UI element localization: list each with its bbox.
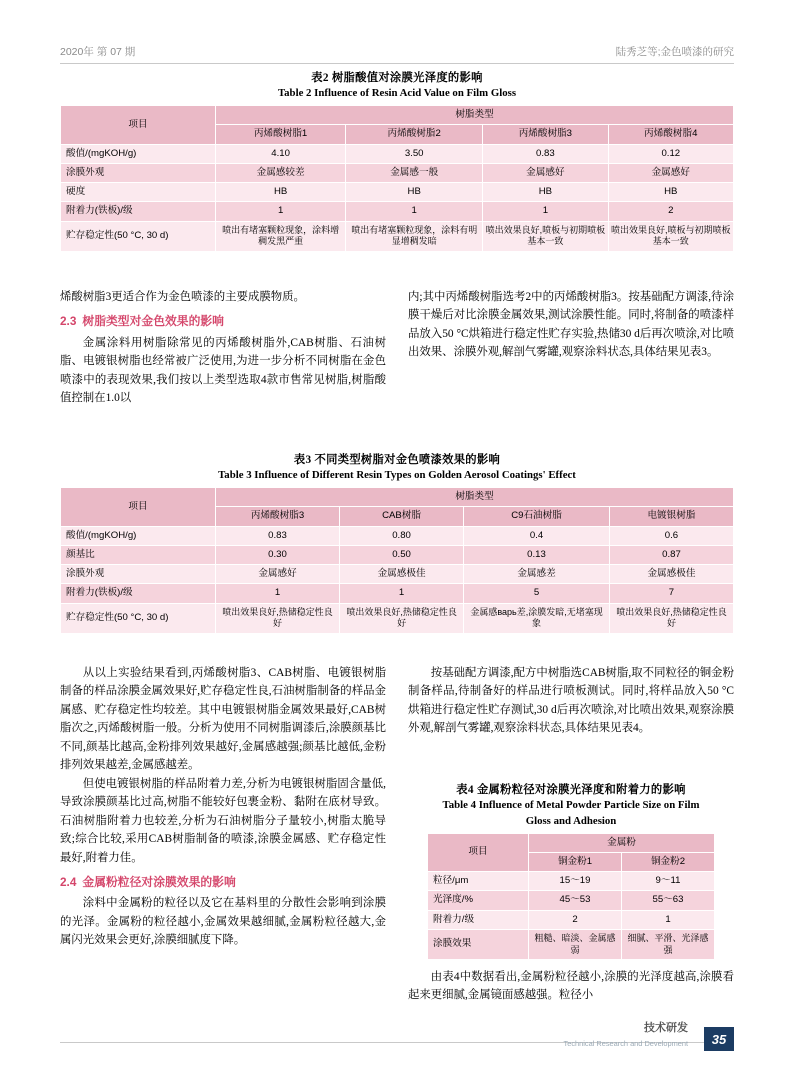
- paragraph: 烯酸树脂3更适合作为金色喷漆的主要成膜物质。: [60, 291, 305, 303]
- page-number: 35: [704, 1027, 734, 1051]
- cell: 喷出效果良好,热储稳定性良好: [340, 603, 464, 633]
- table-row: [61, 221, 734, 251]
- cell: 0.30: [216, 545, 340, 564]
- cell: 金属感варь差,涂膜发暗,无堵塞现象: [464, 603, 610, 633]
- cell: 0.87: [609, 545, 733, 564]
- section-title: 金属粉粒径对涂膜效果的影响: [82, 875, 236, 890]
- footer-section-en: Technical Research and Development: [563, 1039, 688, 1048]
- cell: 金属感好: [216, 565, 340, 584]
- cell: 0.13: [464, 545, 610, 564]
- cell: 1: [346, 202, 483, 221]
- cell: 2: [608, 202, 733, 221]
- table3-caption: [60, 452, 734, 484]
- cell: 45～53: [529, 891, 622, 910]
- cell: 0.83: [483, 144, 608, 163]
- table3-col-1: 丙烯酸树脂3: [216, 507, 340, 526]
- paragraph: 内;其中丙烯酸树脂选考2中的丙烯酸树脂3。按基础配方调漆,待涂膜干燥后对比涂膜金属效果,测试涂膜性能。同时,将制备的喷漆样品放入50 °C烘箱进行稳定性贮存实验,热储30 d后再次喷涂,对比喷出效果、涂膜外观,解剖气雾罐,观察涂料状态,具体结果见表3。: [408, 291, 734, 359]
- table4-caption-en-1: Table 4 Influence of Metal Powder Particle Size on Film: [442, 799, 700, 812]
- right-column-mid: [408, 664, 734, 738]
- table3-col-header: 项目: [61, 488, 216, 527]
- row-label: 酸值/(mgKOH/g): [61, 526, 216, 545]
- cell: 7: [609, 584, 733, 603]
- row-label: 颜基比: [61, 545, 216, 564]
- header-left: 2020年 第 07 期: [60, 46, 136, 58]
- cell: 3.50: [346, 144, 483, 163]
- table2-caption: [60, 70, 734, 102]
- row-label: 贮存稳定性(50 °C, 30 d): [61, 603, 216, 633]
- table-row: [61, 545, 734, 564]
- cell: 1: [622, 910, 715, 929]
- cell: 0.12: [608, 144, 733, 163]
- table4-col-header: 项目: [428, 833, 529, 872]
- row-label: 硬度: [61, 183, 216, 202]
- paragraph: 金属涂料用树脂除常见的丙烯酸树脂外,CAB树脂、石油树脂、电镀银树脂也经常被广泛使用,为进一步分析不同树脂在金色喷漆中的表现效果,我们按以上类型选取4款市售常见树脂,树脂酸值控制在1.0以: [60, 336, 386, 404]
- cell: 喷出有堵塞颗粒现象，涂料有明显增稠发暗: [346, 221, 483, 251]
- cell: 金属感好: [608, 163, 733, 182]
- table2-caption-en: Table 2 Influence of Resin Acid Value on Film Gloss: [277, 87, 517, 100]
- table3-col-2: CAB树脂: [340, 507, 464, 526]
- cell: 9～11: [622, 872, 715, 891]
- table2-group-header: 树脂类型: [216, 106, 734, 125]
- row-label: 酸值/(mgKOH/g): [61, 144, 216, 163]
- table3: [60, 487, 734, 634]
- cell: 细腻、平滑、光泽感强: [622, 929, 715, 959]
- cell: 喷出效果良好,喷板与初期喷板基本一致: [608, 221, 733, 251]
- row-label: 贮存稳定性(50 °C, 30 d): [61, 221, 216, 251]
- paragraph: 从以上实验结果看到,丙烯酸树脂3、CAB树脂、电镀银树脂制备的样品涂膜金属效果好,贮存稳定性良,石油树脂制备的样品金属感、贮存稳定性均较差。其中电镀银树脂金属效果最好,CAB树脂次之,丙烯酸树脂一般。分析为使用不同树脂调漆后,涂膜颜基比不同,颜基比越高,金粉排列效果越好,金属感越强;颜基比越低,金粉排列效果越差,金属感越差。: [60, 667, 386, 772]
- cell: 1: [483, 202, 608, 221]
- paragraph: 但使电镀银树脂的样品附着力差,分析为电镀银树脂固含量低,导致涂膜颜基比过高,树脂不能较好包裹金粉、黏附在底材导致。石油树脂附着力也较差,分析为石油树脂分子量较小,树脂太脆导致;综合比较,采用CAB树脂制备的喷漆,涂膜金属感、贮存稳定性最好,附着力佳。: [60, 777, 386, 864]
- cell: 喷出效果良好,热储稳定性良好: [216, 603, 340, 633]
- table2-block: [60, 70, 734, 252]
- section-number: 2.3: [60, 314, 77, 329]
- table2-col-3: 丙烯酸树脂3: [483, 125, 608, 144]
- table-row: [61, 163, 734, 182]
- page-header: [60, 44, 734, 59]
- cell: 0.4: [464, 526, 610, 545]
- paragraph: 由表4中数据看出,金属粉粒径越小,涂膜的光泽度越高,涂膜看起来更细腻,金属镜面感越强。粒径小: [408, 971, 734, 1002]
- cell: 喷出有堵塞颗粒现象，涂料增稠发黑严重: [216, 221, 346, 251]
- cell: 0.50: [340, 545, 464, 564]
- table2-header-row: [61, 106, 734, 125]
- cell: 喷出效果良好,热储稳定性良好: [609, 603, 733, 633]
- cell: 金属感极佳: [340, 565, 464, 584]
- cell: HB: [346, 183, 483, 202]
- table-row: [428, 910, 715, 929]
- row-label: 涂膜外观: [61, 565, 216, 584]
- table-row: [428, 891, 715, 910]
- cell: 喷出效果良好,喷板与初期喷板基本一致: [483, 221, 608, 251]
- left-column-top: [60, 288, 386, 407]
- row-label: 附着力/级: [428, 910, 529, 929]
- table-row: [61, 202, 734, 221]
- left-column-bottom: [60, 664, 386, 950]
- paragraph: 按基础配方调漆,配方中树脂选CAB树脂,取不同粒径的铜金粉制备样品,待制备好的样品进行喷板测试。同时,将样品放入50 °C烘箱进行稳定性贮存测试,30 d后再次喷涂,对比喷出效果,观察涂膜外观,解剖气雾罐,观察涂料状态,具体结果见表4。: [408, 667, 734, 735]
- table2: [60, 105, 734, 252]
- table4-group-header: 金属粉: [529, 833, 715, 852]
- section-title: 树脂类型对金色效果的影响: [82, 314, 224, 329]
- table2-col-4: 丙烯酸树脂4: [608, 125, 733, 144]
- table2-col-header: 项目: [61, 106, 216, 145]
- table3-caption-en: Table 3 Influence of Different Resin Types on Golden Aerosol Coatings' Effect: [218, 469, 576, 482]
- cell: 粗糙、暗淡、金属感弱: [529, 929, 622, 959]
- table4-header-row: [428, 833, 715, 852]
- cell: 0.6: [609, 526, 733, 545]
- table3-col-3: C9石油树脂: [464, 507, 610, 526]
- cell: HB: [216, 183, 346, 202]
- table3-col-4: 电镀银树脂: [609, 507, 733, 526]
- cell: 金属感差: [464, 565, 610, 584]
- table4-block: [408, 782, 734, 960]
- section-heading-2-3: [60, 312, 386, 331]
- table3-header-row: [61, 488, 734, 507]
- row-label: 光泽度/%: [428, 891, 529, 910]
- cell: 15～19: [529, 872, 622, 891]
- table3-group-header: 树脂类型: [216, 488, 734, 507]
- paragraph: 涂料中金属粉的粒径以及它在基料里的分散性会影响到涂膜的光泽。金属粉的粒径越小,金属效果越细腻,金属粉粒径越大,金属闪光效果会更好,涂膜细腻度下降。: [60, 897, 386, 947]
- section-number: 2.4: [60, 875, 77, 890]
- cell: 金属感好: [483, 163, 608, 182]
- cell: 金属感极佳: [609, 565, 733, 584]
- table-row: [61, 584, 734, 603]
- table-row: [61, 603, 734, 633]
- table4-caption-en-2: Gloss and Adhesion: [525, 815, 617, 828]
- footer-section-cn: 技术研发: [644, 1022, 688, 1034]
- row-label: 附着力(铁板)/级: [61, 584, 216, 603]
- cell: 1: [340, 584, 464, 603]
- row-label: 粒径/μm: [428, 872, 529, 891]
- cell: 0.83: [216, 526, 340, 545]
- cell: 4.10: [216, 144, 346, 163]
- table4-caption-cn: 表4 金属粉粒径对涂膜光泽度和附着力的影响: [456, 784, 686, 796]
- cell: 0.80: [340, 526, 464, 545]
- row-label: 涂膜效果: [428, 929, 529, 959]
- right-column-bottom: [408, 968, 734, 1005]
- cell: 金属感一般: [346, 163, 483, 182]
- cell: 2: [529, 910, 622, 929]
- header-rule: [60, 63, 734, 64]
- cell: 金属感较差: [216, 163, 346, 182]
- table4-col-1: 铜金粉1: [529, 852, 622, 871]
- table-row: [61, 144, 734, 163]
- table-row: [428, 872, 715, 891]
- table2-col-1: 丙烯酸树脂1: [216, 125, 346, 144]
- cell: 1: [216, 202, 346, 221]
- cell: 55～63: [622, 891, 715, 910]
- table3-caption-cn: 表3 不同类型树脂对金色喷漆效果的影响: [293, 454, 501, 466]
- table4: [427, 833, 715, 960]
- table4-caption: [408, 782, 734, 830]
- table-row: [428, 929, 715, 959]
- table4-col-2: 铜金粉2: [622, 852, 715, 871]
- row-label: 涂膜外观: [61, 163, 216, 182]
- table-row: [61, 526, 734, 545]
- right-column-top: [408, 288, 734, 362]
- table-row: [61, 183, 734, 202]
- row-label: 附着力(铁板)/级: [61, 202, 216, 221]
- table-row: [61, 565, 734, 584]
- header-right: 陆秀芝等;金色喷漆的研究: [615, 46, 734, 58]
- cell: 1: [216, 584, 340, 603]
- table2-caption-cn: 表2 树脂酸值对涂膜光泽度的影响: [311, 72, 483, 84]
- page-footer: [60, 1017, 734, 1051]
- cell: HB: [483, 183, 608, 202]
- section-heading-2-4: [60, 873, 386, 892]
- cell: 5: [464, 584, 610, 603]
- table2-col-2: 丙烯酸树脂2: [346, 125, 483, 144]
- table3-block: [60, 452, 734, 634]
- cell: HB: [608, 183, 733, 202]
